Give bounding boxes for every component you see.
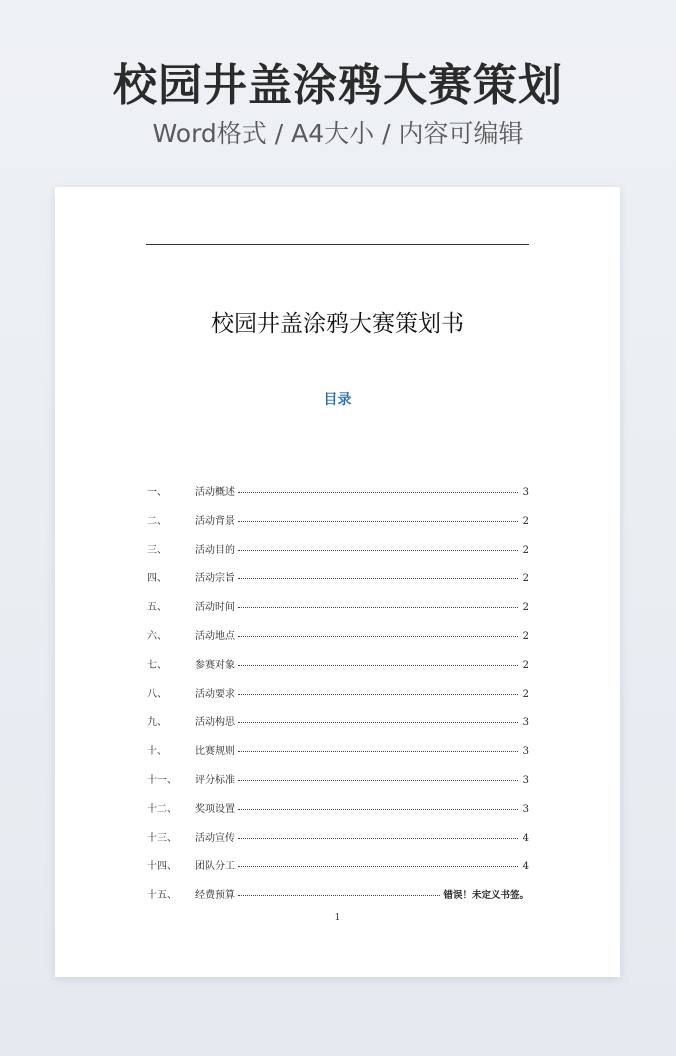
toc-entry-number: 五、 <box>147 602 167 614</box>
toc-entry-number: 八、 <box>147 688 167 700</box>
toc-entry-2[interactable] <box>147 512 529 528</box>
banner-subtitle: Word格式 / A4大小 / 内容可编辑 <box>152 119 524 148</box>
toc-entry-label: 比赛规则 <box>195 746 235 758</box>
toc-entry-13[interactable] <box>147 829 529 845</box>
toc-entry-page: 2 <box>522 659 529 671</box>
toc-leader-dots <box>238 578 518 579</box>
toc-leader-dots <box>238 607 518 608</box>
toc-entry-number: 六、 <box>147 631 167 642</box>
toc-entry-label: 团队分工 <box>195 861 235 873</box>
toc-entry-label: 活动概述 <box>195 487 235 498</box>
toc-entry-number: 十一、 <box>147 775 177 786</box>
toc-entry-1[interactable] <box>147 483 529 499</box>
toc-entry-7[interactable] <box>147 656 529 672</box>
toc-entry-10[interactable] <box>147 742 529 758</box>
toc-entry-9[interactable] <box>147 713 529 729</box>
toc-entry-label: 经费预算 <box>195 890 235 902</box>
toc-entry-page: 2 <box>522 573 529 585</box>
toc-entry-label: 奖项设置 <box>195 803 235 815</box>
toc-leader-dots <box>238 866 518 867</box>
toc-entry-number: 七、 <box>147 659 167 671</box>
toc-entry-11[interactable] <box>147 771 529 787</box>
banner-title: 校园井盖涂鸦大赛策划 <box>113 60 563 111</box>
toc-entry-page: 错误！未定义书签。 <box>443 890 529 902</box>
toc-leader-dots <box>238 809 518 810</box>
toc-entry-page: 3 <box>522 487 529 498</box>
toc-leader-dots <box>238 492 518 493</box>
toc-leader-dots <box>238 838 518 839</box>
toc-entry-number: 九、 <box>147 717 167 729</box>
toc-entry-page: 3 <box>522 803 529 815</box>
toc-leader-dots <box>238 665 518 666</box>
toc-entry-label: 参赛对象 <box>195 659 235 671</box>
toc-entry-number: 一、 <box>147 487 167 498</box>
toc-leader-dots <box>238 895 440 896</box>
toc-entry-number: 十、 <box>147 746 167 758</box>
toc-entry-label: 活动构思 <box>195 717 235 729</box>
toc-entry-page: 3 <box>522 746 529 758</box>
toc-entry-4[interactable] <box>147 569 529 585</box>
toc-leader-dots <box>238 694 518 695</box>
toc-entry-8[interactable] <box>147 685 529 701</box>
toc-heading: 目录 <box>323 392 352 408</box>
toc-entry-page: 2 <box>522 602 529 614</box>
toc-entry-12[interactable] <box>147 800 529 816</box>
toc-entry-number: 十三、 <box>147 832 177 844</box>
toc-entry-page: 2 <box>522 631 529 642</box>
toc-leader-dots <box>238 550 518 551</box>
toc-entry-label: 活动地点 <box>195 631 235 642</box>
toc-leader-dots <box>238 722 518 723</box>
toc-entry-page: 2 <box>522 515 529 527</box>
toc-entry-label: 活动要求 <box>195 688 235 700</box>
toc-entry-page: 4 <box>522 861 529 873</box>
toc-leader-dots <box>238 636 518 637</box>
toc-entry-15[interactable] <box>147 886 529 902</box>
toc-entry-label: 活动目的 <box>195 544 235 556</box>
toc-entry-label: 活动宣传 <box>195 832 235 844</box>
toc-entry-number: 四、 <box>147 573 167 585</box>
toc-entry-number: 十二、 <box>147 803 177 815</box>
header-rule <box>146 244 529 245</box>
toc-entry-number: 十四、 <box>147 861 177 873</box>
toc-entry-number: 二、 <box>147 515 167 527</box>
toc-entry-page: 4 <box>522 832 529 844</box>
toc-entry-label: 活动宗旨 <box>195 573 235 585</box>
toc-entry-number: 十五、 <box>147 890 177 902</box>
document-title: 校园井盖涂鸦大赛策划书 <box>211 311 464 337</box>
toc-leader-dots <box>238 780 518 781</box>
toc-leader-dots <box>238 751 518 752</box>
toc-entry-page: 2 <box>522 688 529 700</box>
toc-entry-page: 3 <box>522 717 529 729</box>
toc-entry-page: 2 <box>522 544 529 556</box>
toc-entry-5[interactable] <box>147 598 529 614</box>
document-page <box>55 187 620 977</box>
toc-entry-page: 3 <box>522 775 529 786</box>
page-number: 1 <box>334 913 341 923</box>
toc-entry-number: 三、 <box>147 544 167 556</box>
toc-entry-label: 活动背景 <box>195 515 235 527</box>
toc-entry-6[interactable] <box>147 627 529 643</box>
toc-entry-14[interactable] <box>147 857 529 873</box>
toc-leader-dots <box>238 521 518 522</box>
toc-entry-label: 评分标准 <box>195 775 235 786</box>
toc-entry-label: 活动时间 <box>195 602 235 614</box>
toc-entry-3[interactable] <box>147 541 529 557</box>
